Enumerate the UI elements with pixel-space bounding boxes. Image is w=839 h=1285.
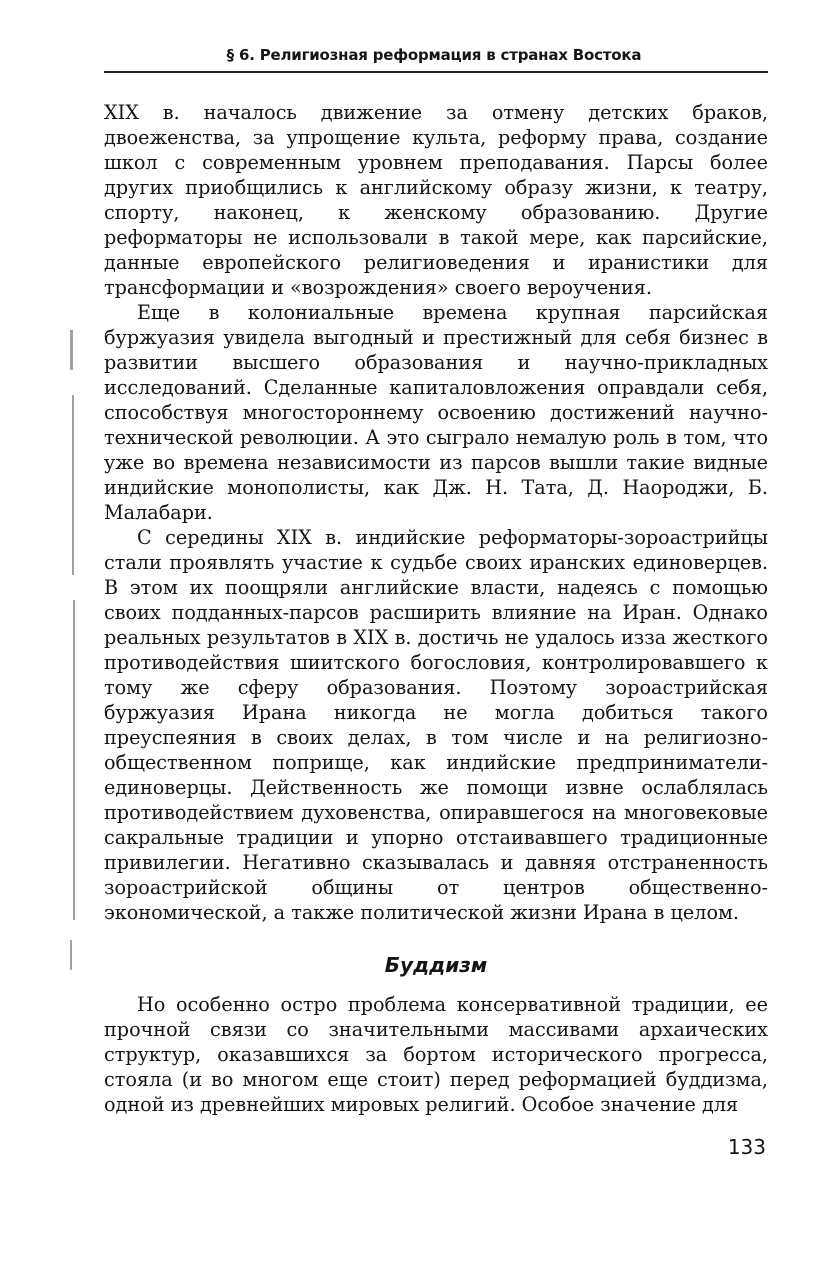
page-number: 133 — [727, 1135, 766, 1159]
header-rule — [104, 71, 768, 73]
paragraph-continued: XIX в. началось движение за отмену детских браков, двоеженства, за упрощение культа, реформу права, создание школ с современным уровнем преподавания. Парсы более других приобщились к английскому образу жизни, к театру, спорту, наконец, к женскому образованию. Другие реформаторы не использовали в такой мере, как парсийские, данные европейского религиоведения и иранистики для трансформации и «возрождения» своего вероучения. — [104, 101, 768, 299]
paragraph: Еще в колониальные времена крупная парсийская буржуазия увидела выгодный и престижный для себя бизнес в развитии высшего образования и научно-прикладных исследований. Сделанные капиталовложения оправдали себя, способствуя многостороннему освоению достижений научно-технической революции. А это сыграло немалую роль в том, что уже во времена независимости из парсов вышли такие видные индийские монополисты, как Дж. Н. Тата, Д. Наороджи, Б. Малабари. — [104, 301, 768, 524]
section-body-text — [104, 992, 768, 1117]
paragraph: Но особенно остро проблема консервативной традиции, ее прочной связи со значительными массивами архаических структур, оказавшихся за бортом исторического прогресса, стояла (и во многом еще стоит) перед реформацией буддизма, одной из древнейших мировых религий. Особое значение для — [104, 993, 768, 1116]
paragraph: С середины XIX в. индийские реформаторы-зороастрийцы стали проявлять участие к судьбе своих иранских единоверцев. В этом их поощряли английские власти, надеясь с помощью своих подданных-парсов расширить влияние на Иран. Однако реальных результатов в XIX в. достичь не удалось изза жесткого противодействия шиитского богословия, контролировавшего к тому же сферу образования. Поэтому зороастрийская буржуазия Ирана никогда не могла добиться такого преуспеяния в своих делах, в том числе и на религиозно-общественном поприще, как индийские предприниматели-единоверцы. Действенность же помощи извне ослаблялась противодействием духовенства, опиравшегося на многовековые сакральные традиции и упорно отстаивавшего традиционные привилегии. Негативно сказывалась и давняя отстраненность зороастрийской общины от центров общественно-экономической, а также политической жизни Ирана в целом. — [104, 526, 768, 924]
scan-margin-mark — [72, 395, 74, 575]
running-header: § 6. Религиозная реформация в странах Востока — [226, 46, 642, 64]
body-text — [104, 100, 768, 925]
scan-margin-mark — [73, 600, 75, 920]
section-heading: Буддизм — [384, 953, 488, 977]
scan-margin-mark — [70, 940, 72, 970]
scan-margin-mark — [70, 330, 73, 370]
